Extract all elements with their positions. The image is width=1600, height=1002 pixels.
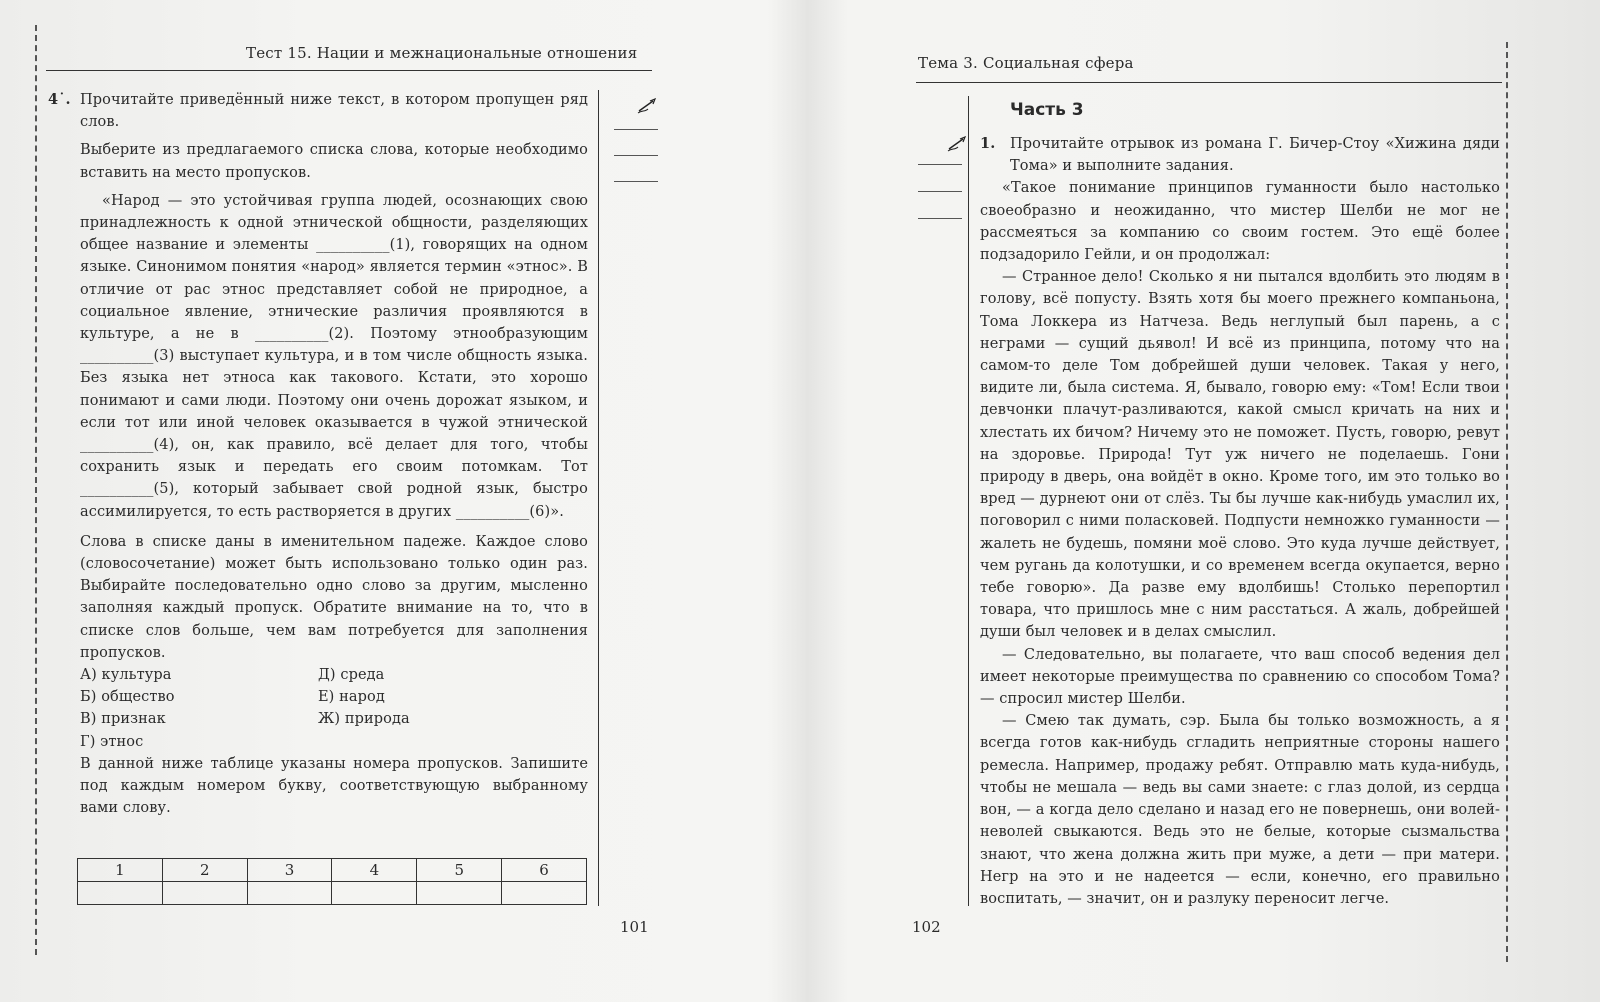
- option-item: Д) среда: [318, 667, 385, 684]
- answer-line: [918, 164, 962, 165]
- left-task-body: [48, 89, 588, 820]
- left-running-head: Тест 15. Нации и межнациональные отношения: [246, 44, 638, 62]
- answer-table: [77, 858, 587, 905]
- option-item: Г) этнос: [80, 733, 144, 750]
- answer-cell[interactable]: [247, 882, 332, 905]
- passage-paragraph: — Следовательно, вы полагаете, что ваш способ ведения дел имеет некоторые преимущества по сравнению со способом Тома? — спросил мистер Шелби.: [980, 646, 1500, 708]
- right-cut-line: [1506, 42, 1508, 962]
- task-intro: [980, 133, 1500, 177]
- answer-table-header: 1: [78, 859, 163, 882]
- passage-paragraph: — Смею так думать, сэр. Была бы только возможность, а я всегда готов как-нибудь сгладить неприятные стороны нашего ремесла. Например, продажу ребят. Отправлю мать куда-нибудь, чтобы не мешала — ведь вы сами знаете: с глаз долой, из сердца вон, — а когда дело сделано и назад его не повернешь, они волей-неволей свыкаются. Ведь это не белые, которые сызмальства знают, что жена должна жить при муже, а дети — при матери. Негр на это и не надеется — если, конечно, его правильно воспитать, — значит, он и разлуку переносит легче.: [980, 713, 1500, 907]
- answer-table-header: 6: [502, 859, 587, 882]
- left-header-rule: [46, 70, 652, 71]
- answer-cell[interactable]: [332, 882, 417, 905]
- answer-cell[interactable]: [162, 882, 247, 905]
- answer-table-answer-row: [78, 882, 587, 905]
- answer-table-header: 2: [162, 859, 247, 882]
- part-heading: Часть 3: [1010, 100, 1084, 120]
- right-page-number: 102: [912, 918, 941, 936]
- answer-cell[interactable]: [78, 882, 163, 905]
- pencil-icon: [636, 98, 658, 114]
- task-number: 4˙.: [48, 91, 71, 108]
- option-item: А) культура: [80, 667, 172, 684]
- answer-line: [614, 129, 658, 130]
- passage-paragraph: «Такое понимание принципов гуманности было настолько своеобразно и неожиданно, что мистер Шелби не мог не рассмеяться за компанию со своим гостем. Это ещё более подзадорило Гейли, и он продолжал:: [980, 180, 1500, 264]
- table-instructions: В данной ниже таблице указаны номера пропусков. Запишите под каждым номером букву, соответствующую выбранному вами слову.: [80, 755, 588, 817]
- answer-table-header: 3: [247, 859, 332, 882]
- right-task-body: [980, 133, 1500, 910]
- instructions: Слова в списке даны в именительном падеже. Каждое слово (словосочетание) может быть использовано только один раз. Выбирайте последовательно одно слово за другим, мысленно заполняя каждый пропуск. Обратите внимание на то, что в списке слов больше, чем вам потребуется для заполнения пропусков.: [80, 533, 588, 661]
- answer-table-header-row: [78, 859, 587, 882]
- task-intro-text: Прочитайте приведённый ниже текст, в котором пропущен ряд слов.: [80, 92, 588, 131]
- answer-line: [918, 191, 962, 192]
- left-page-number: 101: [620, 918, 649, 936]
- left-margin-rule: [598, 90, 599, 906]
- option-item: Б) общество: [80, 689, 175, 706]
- passage-paragraph: — Странное дело! Сколько я ни пытался вдолбить это людям в голову, всё попусту. Взять хотя бы моего прежнего компаньона, Тома Локкера из Натчеза. Ведь неглупый был парень, а с неграми — сущий дьявол! И всё из принципа, потому что на самом-то деле Том добрейшей души человек. Такая у него, видите ли, была система. Я, бывало, говорю ему: «Том! Если твои девчонки плачут-разливаются, какой смысл кричать на них и хлестать их бичом? Ничему это не поможет. Пусть, говорю, ревут на здоровье. Природа! Тут уж ничего не поделаешь. Гони природу в дверь, она войдёт в окно. Кроме того, им это только во вред — дурнеют они от слёз. Ты бы лучше как-нибудь умаслил их, поговорил с ними поласковей. Подпусти немножко гуманности — жалеть не будешь, помяни моё слово. Это куда лучше действует, чем ругань да колотушки, и со временем всегда окупается, верно тебе говорю». Да разве ему вдолбишь! Столько перепортил товара, что пришлось мне с ним расстаться. А жаль, добрейшей души был человек и в делах смыслил.: [980, 269, 1500, 641]
- answer-table-header: 4: [332, 859, 417, 882]
- pencil-icon: [946, 136, 968, 152]
- right-page: [800, 0, 1600, 1002]
- option-item: В) признак: [80, 711, 166, 728]
- options-list: [80, 664, 588, 753]
- option-item: [318, 731, 518, 753]
- answer-cell[interactable]: [502, 882, 587, 905]
- option-item: Е) народ: [318, 689, 385, 706]
- right-running-head: Тема 3. Социальная сфера: [918, 54, 1134, 72]
- answer-line: [614, 155, 658, 156]
- right-header-rule: [916, 82, 1502, 83]
- answer-line: [614, 181, 658, 182]
- task-intro-text: Прочитайте отрывок из романа Г. Бичер-Стоу «Хижина дяди Тома» и выполните задания.: [1010, 136, 1500, 175]
- answer-table-header: 5: [417, 859, 502, 882]
- task-number: 1.: [980, 135, 996, 152]
- right-margin-rule: [968, 96, 969, 906]
- task-intro-second: Выберите из предлагаемого списка слова, которые необходимо вставить на место пропусков.: [80, 142, 588, 181]
- option-item: Ж) природа: [318, 711, 410, 728]
- left-cut-line: [35, 25, 37, 955]
- answer-cell[interactable]: [417, 882, 502, 905]
- task-intro: [48, 89, 588, 133]
- passage: «Народ — это устойчивая группа людей, осознающих свою принадлежность к одной этнической общности, разделяющих общее название и элементы __________(1), говорящих на одном языке. Синонимом понятия «народ» является термин «этнос». В отличие от рас этнос представляет собой не природное, а социальное явление, этнические различия проявляются в культуре, а не в __________(2). Поэтому этнообразующим __________(3) выступает культура, и в том числе общность языка. Без языка нет этноса как такового. Кстати, это хорошо понимают и сами люди. Поэтому они очень дорожат языком, и если тот или иной человек оказывается в чужой этнической __________(4), он, как правило, всё делает для того, чтобы сохранить язык и передать его своим потомкам. Тот __________(5), который забывает свой родной язык, быстро ассимилируется, то есть растворяется в других __________(6)».: [80, 192, 588, 520]
- answer-line: [918, 218, 962, 219]
